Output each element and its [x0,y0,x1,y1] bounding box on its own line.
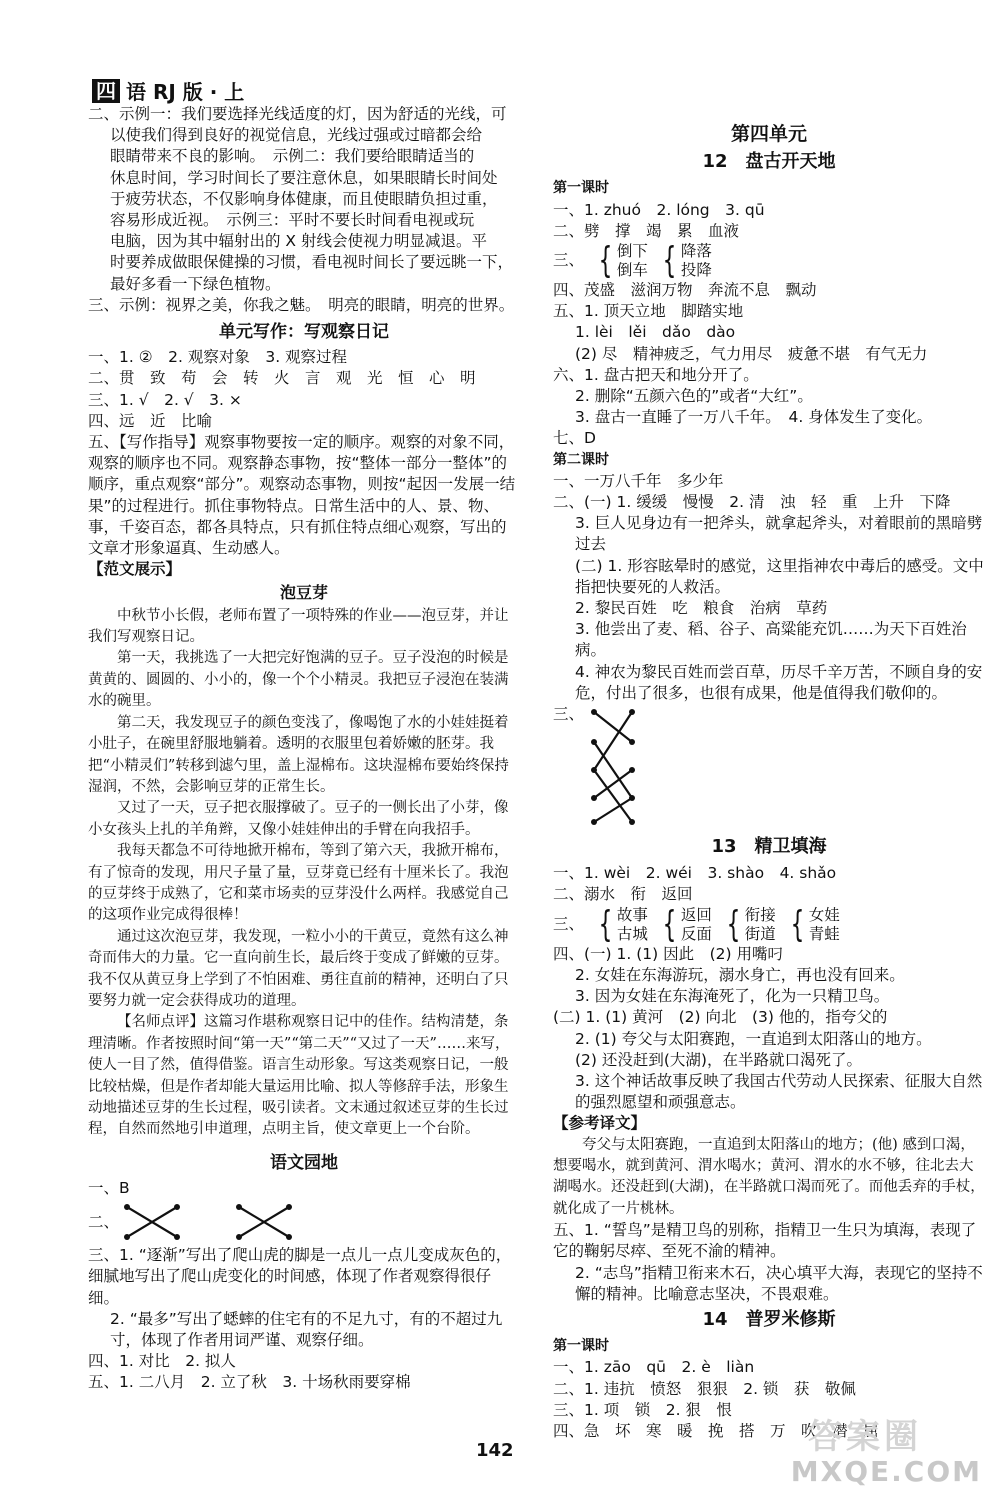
watermark-logo: 答案圈 [808,1417,922,1457]
answer-line: 一、1. zāo qū 2. è liàn [553,1358,755,1377]
answer-line: 三、示例：视界之美，你我之魅。 明亮的眼睛，明亮的世界。 [88,295,515,314]
right-column [553,100,985,1442]
answer-line: 4. 神农为黎民百姓而尝百草，历尽千辛万苦，不顾自身的安危，付出了很多，也很有成果，他是值得我们敬仰的。 [575,662,983,702]
left-column [88,100,520,1394]
answer-line: 3. 因为女娃在东海淹死了，化为一只精卫鸟。 [575,987,890,1006]
brace-word: 街道 [744,924,776,943]
brace-word: 倒车 [616,261,648,280]
answer-label: 二、 [88,1212,120,1231]
essay-paragraph: 通过这次泡豆芽，我发现，一粒小小的干黄豆，竟然有这么神奇而伟大的力量。它一直向前生长，最后终于变成了鲜嫩的豆芽。我不仅从黄豆身上学到了不怕困难、勇往直前的精神，还明白了只要努力就一定会获得成功的道理。 [88,928,509,1009]
brace-word: 投降 [680,261,712,280]
brace-pair: { 降落 投降 [662,240,712,282]
answer-line: 容易形成近视。 示例三：平时不要长时间看电视或玩 [110,211,475,230]
answer-line: 一、1. ② 2. 观察对象 3. 观察过程 [88,348,348,367]
brace-word: 女娃 [808,905,840,924]
answer-line: 3. 他尝出了麦、稻、谷子、高粱能充饥……为天下百姓治病。 [575,620,967,660]
answer-line: (2) 还没赶到(大湖)，在半路就口渴死了。 [575,1050,862,1069]
answer-line: 以使我们得到良好的视觉信息，光线过强或过暗都会给 [110,126,483,145]
answer-line: 2. (1) 夸父与太阳赛跑，一直追到太阳落山的地方。 [575,1029,932,1048]
brace-pair: { 衔接 街道 [726,903,776,945]
answer-line: 电脑，因为其中辐射出的 X 射线会使视力明显减退。平 [110,232,487,251]
answer-line: 一、一万八千年 多少年 [553,471,724,490]
period-label: 第二课时 [553,451,609,468]
answer-line: 时要养成做眼保健操的习惯，看电视时间长了要远眺一下， [110,253,514,272]
answer-line: 二、劈 撑 竭 累 血液 [553,221,740,240]
match-lines [594,712,632,822]
answer-line: 一、B [88,1179,130,1198]
brace-word: 降落 [680,242,712,261]
essay-paragraph: 又过了一天，豆子把衣服撑破了。豆子的一侧长出了小芽，像小女孩头上扎的羊角辫，又像小娃娃伸出的手臂在向我招手。 [88,800,509,838]
period-label: 第一课时 [553,1338,609,1355]
lesson-title: 12 盘古开天地 [702,151,836,173]
answer-line: 四、茂盛 滋润万物 奔流不息 飘动 [553,281,817,300]
brace-word: 故事 [616,905,648,924]
answer-line: 于疲劳状态，不仅影响身体健康，而且使眼睛负担过重， [110,189,498,208]
answer-line: 1. lèi lěi dǎo dào [575,323,736,342]
grade-badge: 四 [92,79,120,103]
answer-line: 五、1. “誓鸟”是精卫鸟的别称，指精卫一生只为填海，表现了它的鞠躬尽瘁、至死不渝的精神。 [553,1221,977,1261]
brace-pair: { 返回 反面 [662,903,712,945]
answer-line: (二) 1. 形容眩晕时的感觉，这里指神农中毒后的感受。文中指把快要死的人救活。 [575,556,984,596]
unit-title: 第四单元 [730,123,807,145]
brace-word: 青蛙 [808,924,840,943]
brace-word: 倒下 [616,242,648,261]
answer-label: 三、 [553,915,585,934]
answer-line: 二、示例一：我们要选择光线适度的灯，因为舒适的光线，可 [88,105,507,123]
brace-word: 古城 [616,924,648,943]
essay-title: 泡豆芽 [279,583,328,603]
cross-pair-2 [236,1204,292,1240]
page-number: 142 [476,1440,514,1461]
answer-line: 四、1. 对比 2. 拟人 [88,1352,236,1371]
brace-word: 反面 [680,924,712,943]
essay-paragraph: 中秋节小长假，老师布置了一项特殊的作业——泡豆芽，并让我们写观察日记。 [88,607,509,646]
brace-word: 返回 [680,905,712,924]
answer-line: 四、(一) 1. (1) 因此 (2) 用嘴叼 [553,944,784,963]
answer-line: 二、贯 致 苟 会 转 火 言 观 光 恒 心 明 [88,369,476,388]
answer-line: 2. 女娃在东海游玩，溺水身亡，再也没有回来。 [575,965,905,984]
answer-line: 2. “志鸟”指精卫衔来木石，决心填平大海，表现它的坚持不懈的精神。比喻意志坚决，不畏艰难。 [575,1263,983,1303]
brace-group [553,242,985,280]
zigzag-match-diagram [584,704,664,828]
cross-match-diagram [119,1199,319,1245]
model-essay-tag: 【范文展示】 [88,560,182,579]
brace-word: 衔接 [744,905,776,924]
answer-line: 二、溺水 衔 返回 [553,885,693,904]
answer-line: 四、急 坏 寒 暖 挽 搭 万 吹 潜 屈 [553,1421,879,1440]
answer-line: 3. 这个神话故事反映了我国古代劳动人民探索、征服大自然的强烈愿望和顽强意志。 [575,1071,983,1112]
lesson-title: 14 普罗米修斯 [702,1308,836,1330]
answer-line: 2. 删除“五颜六色的”或者“大红”。 [575,387,813,406]
matching-answer [88,1199,520,1245]
brace-group [553,903,985,945]
answer-line: 五、1. 二八月 2. 立了秋 3. 十场秋雨要穿棉 [88,1373,411,1392]
section-title: 语文园地 [270,1152,338,1173]
writing-guide: 五、【写作指导】观察事物要按一定的顺序。观察的对象不同，观察的顺序也不同。观察静态事物，按“整体一部分一整体”的顺序，重点观察“部分”。观察动态事物，则按“起因一发展一结果”的过程进行。抓住事物特点。日常生活中的人、景、物、事，千姿百态，都各具特点，只有抓住特点细心观察，写出的文章才形象逼真、生动感人。 [88,433,516,558]
answer-line: (二) 1. (1) 黄河 (2) 向北 (3) 他的，指夸父的 [553,1008,888,1027]
answer-line: 四、远 近 比喻 [88,411,213,430]
reference-translation-tag: 【参考译文】 [553,1114,647,1133]
answer-line: 三、1. “逐渐”写出了爬山虎的脚是一点儿一点儿变成灰色的，细腻地写出了爬山虎变化的时间感，体现了作者观察得很仔细。 [88,1246,512,1307]
answer-label: 三、 [553,251,585,270]
matching-answer [553,704,985,832]
answer-line: 3. 巨人见身边有一把斧头，就拿起斧头，对着眼前的黑暗劈过去 [575,514,983,554]
answer-line: 五、1. 顶天立地 脚踏实地 [553,302,744,321]
answer-line: 休息时间，学习时间长了要注意休息，如果眼睛长时间处 [110,168,498,187]
answer-line: 一、1. zhuó 2. lóng 3. qū [553,200,765,219]
lesson-title: 13 精卫填海 [711,836,827,858]
teacher-comment: 【名师点评】这篇习作堪称观察日记中的佳作。结构清楚，条理清晰。作者按照时间“第一天”“第二天”“又过了一天”……来写，使人一目了然，值得借鉴。语言生动形象。写这类观察日记，一般比较枯燥，但是作者却能大量运用比喻、拟人等修辞手法，形象生动地描述豆芽的生长过程，吸引读者。文末通过叙述豆芽的生长过程，自然而然地引申道理，点明主旨，使文章更上一个台阶。 [88,1014,510,1138]
answer-line: 二、(一) 1. 缓缓 慢慢 2. 清 浊 轻 重 上升 下降 [553,493,951,512]
answer-line: 三、1. 项 锁 2. 狠 恨 [553,1400,732,1419]
answer-line: 最好多看一下绿色植物。 [110,274,281,293]
cross-pair-1 [124,1204,180,1240]
subject-edition: 语 RJ 版 · 上 [126,80,245,104]
answer-line: 眼睛带来不良的影响。 示例二：我们要给眼睛适当的 [110,147,475,166]
period-label: 第一课时 [553,180,609,197]
answer-line: 2. 黎民百姓 吃 粮食 治病 草药 [575,599,828,618]
answer-line: 六、1. 盘古把天和地分开了。 [553,365,759,384]
answer-label: 三、 [553,705,585,724]
brace-pair: { 故事 古城 [598,903,648,945]
answer-line: 3. 盘古一直睡了一万八千年。 4. 身体发生了变化。 [575,408,933,427]
brace-pair: { 倒下 倒车 [598,240,648,282]
reference-translation: 夸父与太阳赛跑，一直追到太阳落山的地方；(他) 感到口渴，想要喝水，就到黄河、渭水喝水；黄河、渭水的水不够，往北去大湖喝水。还没赶到(大湖)，在半路就口渴而死了。而他丢弃的手杖，就化成了一片桃林。 [553,1136,985,1217]
answer-line: 一、1. wèi 2. wéi 3. shào 4. shǎo [553,864,837,883]
section-title: 单元写作：写观察日记 [219,322,389,343]
answer-line: 2. “最多”写出了蟋蟀的住宅有的不足九寸，有的不超过九寸，体现了作者用词严谨、观察仔细。 [110,1309,503,1350]
answer-line: 二、1. 违抗 愤怒 狠狠 2. 锁 获 敬佩 [553,1379,856,1398]
watermark-url: MXQE.COM [790,1455,982,1488]
answer-line: 三、1. √ 2. √ 3. × [88,390,242,409]
essay-paragraph: 第二天，我发现豆子的颜色变浅了，像喝饱了水的小娃娃挺着小肚子，在碗里舒服地躺着。透明的衣服里包着娇嫩的胚芽。我把“小精灵们”转移到滤勺里，盖上湿棉布。这块湿棉布要始终保持湿润，不然，会影响豆芽的正常生长。 [88,714,509,795]
brace-pair: { 女娃 青蛙 [790,903,840,945]
answer-line: 七、D [553,429,596,448]
essay-paragraph: 第一天，我挑选了一大把完好饱满的豆子。豆子没泡的时候是黄黄的、圆圆的、小小的，像一个个小精灵。我把豆子浸泡在装满水的碗里。 [88,650,509,710]
answer-line: (2) 尽 精神疲乏，气力用尽 疲惫不堪 有气无力 [575,344,928,363]
essay-paragraph: 我每天都急不可待地掀开棉布，等到了第六天，我掀开棉布，有了惊奇的发现，用尺子量了量，豆芽竟已经有十厘米长了。我泡的豆芽终于成熟了，它和菜市场卖的豆芽没什么两样。我感觉自己的这项作业完成得很棒！ [88,843,509,924]
